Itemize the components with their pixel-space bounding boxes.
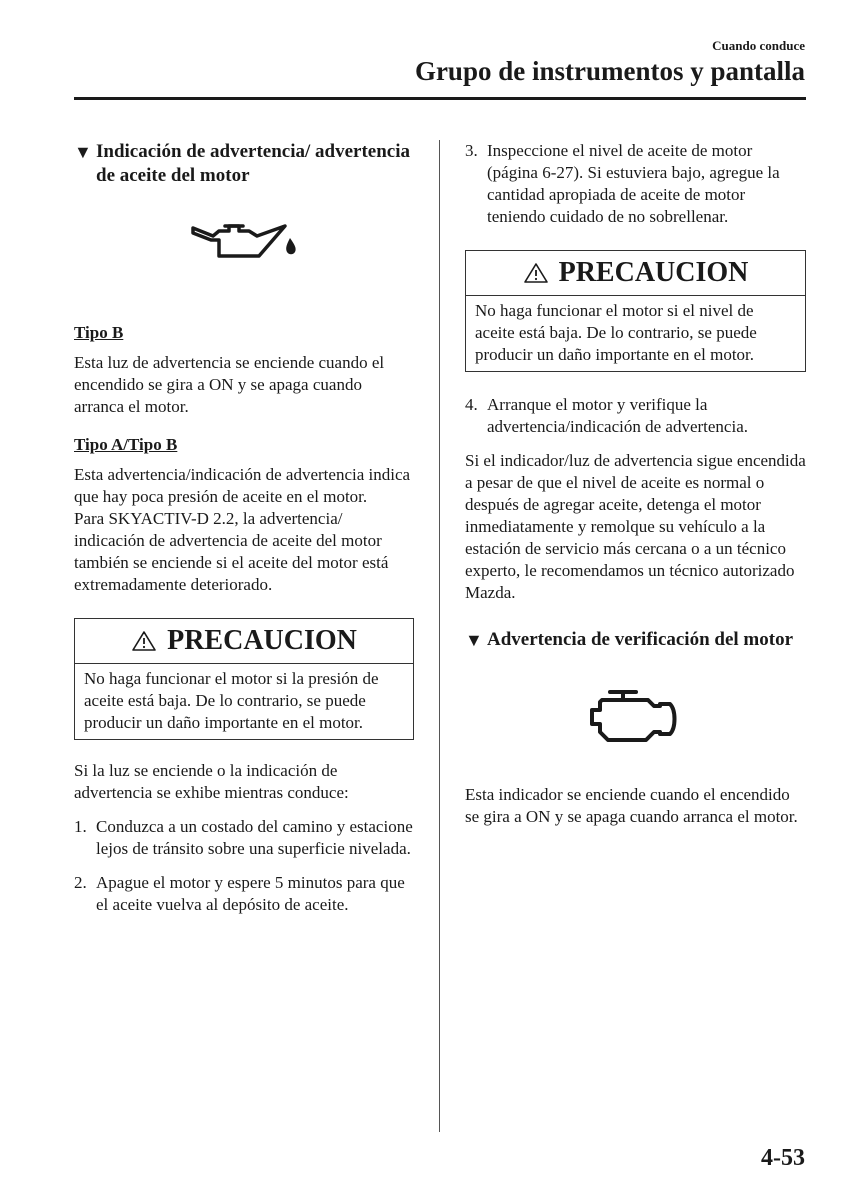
right-paragraph: Si el indicador/luz de advertencia sigue encendida a pesar de que el nivel de aceite es normal o después de agregar aceite, detenga el motor inmediatamente y remolque su vehículo a la estación de servicio más cercana o a un técnico experto, le recomendamos un técnico autorizado Mazda.	[465, 451, 806, 602]
oil-can-icon	[189, 218, 299, 268]
warning-triangle-icon	[131, 630, 157, 652]
step-number: 3.	[465, 141, 478, 160]
warning-triangle-icon	[523, 262, 549, 284]
caution-box-right	[465, 250, 806, 372]
column-divider	[439, 140, 440, 1132]
list-item-step-3	[465, 140, 806, 228]
left-column	[74, 140, 414, 916]
caution-title-text-left: PRECAUCION	[167, 625, 357, 656]
step-text: Conduzca a un costado del camino y estacione lejos de tránsito sobre una superficie nivelada.	[96, 817, 413, 858]
tipo-b-label: Tipo B	[74, 323, 124, 342]
step-text: Apague el motor y espere 5 minutos para que el aceite vuelva al depósito de aceite.	[96, 873, 405, 914]
caution-title-left	[75, 619, 413, 664]
caution-box-left	[74, 618, 414, 740]
step-text: Inspeccione el nivel de aceite de motor (página 6-27). Si estuviera bajo, agregue la cantidad apropiada de aceite de motor teniendo cuidado de no sobrellenar.	[487, 141, 780, 226]
header-rule	[74, 97, 806, 100]
oil-warning-heading-text: Indicación de advertencia/ advertencia de aceite del motor	[96, 141, 410, 186]
list-item-step-1	[74, 816, 414, 860]
step-number: 2.	[74, 873, 87, 892]
tipo-ab-text-1: Esta advertencia/indicación de advertencia indica que hay poca presión de aceite en el motor.	[74, 465, 411, 506]
triangle-marker-icon: ▼	[74, 142, 92, 162]
left-intro: Si la luz se enciende o la indicación de advertencia se exhibe mientras conduce:	[74, 761, 349, 802]
right-column	[465, 140, 806, 828]
engine-check-heading-text: Advertencia de verificación del motor	[487, 629, 794, 650]
triangle-marker-icon: ▼	[465, 630, 483, 650]
caution-body-left: No haga funcionar el motor si la presión de aceite está baja. De lo contrario, se puede producir un daño importante en el motor.	[84, 669, 379, 732]
step-number: 1.	[74, 817, 87, 836]
step-text: Arranque el motor y verifique la advertencia/indicación de advertencia.	[487, 395, 748, 436]
list-item-step-2	[74, 872, 414, 916]
page-number: 4-53	[761, 1145, 805, 1171]
step-number: 4.	[465, 395, 478, 414]
page-title: Grupo de instrumentos y pantalla	[414, 56, 805, 86]
tipo-ab-label: Tipo A/Tipo B	[74, 435, 178, 454]
tipo-ab-text-2: Para SKYACTIV-D 2.2, la advertencia/ indicación de advertencia de aceite del motor también se enciende si el aceite del motor está extremadamente deteriorado.	[74, 509, 389, 594]
header-section-label: Cuando conduce	[712, 38, 805, 53]
oil-can-icon-wrap	[74, 218, 414, 308]
caution-title-text-right: PRECAUCION	[558, 257, 749, 288]
engine-check-text: Esta indicador se enciende cuando el encendido se gira a ON y se apaga cuando arranca el motor.	[465, 785, 798, 826]
oil-warning-heading	[74, 140, 414, 188]
engine-check-heading	[465, 628, 806, 652]
caution-body-right: No haga funcionar el motor si el nivel de aceite está baja. De lo contrario, se puede producir un daño importante en el motor.	[475, 301, 757, 364]
check-engine-icon-wrap	[465, 688, 806, 778]
tipo-b-text: Esta luz de advertencia se enciende cuando el encendido se gira a ON y se apaga cuando arranca el motor.	[74, 353, 385, 416]
caution-title-right	[466, 251, 805, 296]
list-item-step-4	[465, 394, 806, 438]
check-engine-icon	[586, 688, 686, 748]
